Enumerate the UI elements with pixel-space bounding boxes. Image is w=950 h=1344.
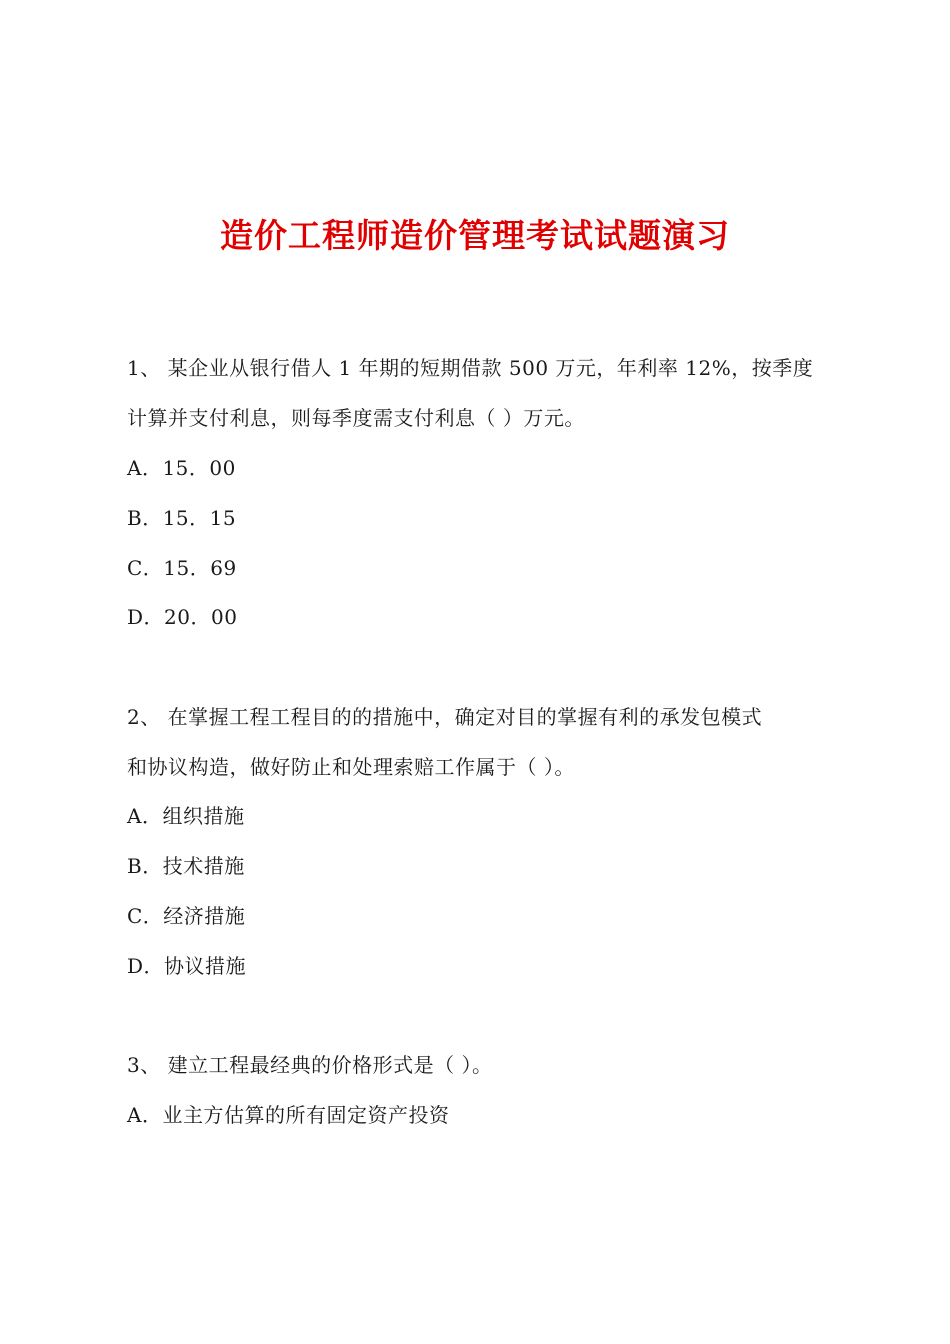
question-1-option-d: D．20．00 — [127, 605, 238, 629]
question-1-stem-line-2: 计算并支付利息，则每季度需支付利息（ ）万元。 — [127, 406, 585, 430]
question-1-option-c: C．15．69 — [127, 556, 237, 580]
question-1-option-a: A．15．00 — [127, 456, 236, 480]
question-2-option-c: C．经济措施 — [127, 904, 246, 928]
question-2-option-a: A．组织措施 — [127, 804, 245, 828]
question-2-stem-line-1: 2、 在掌握工程工程目的的措施中，确定对目的掌握有利的承发包模式 — [127, 705, 763, 729]
question-1-stem-line-1: 1、 某企业从银行借人 1 年期的短期借款 500 万元，年利率 12%，按季度 — [127, 356, 814, 380]
question-2-option-d: D．协议措施 — [127, 954, 247, 978]
question-1-option-b: B．15．15 — [127, 506, 237, 530]
document-title: 造价工程师造价管理考试试题演习 — [220, 216, 730, 255]
question-2-option-b: B．技术措施 — [127, 854, 245, 878]
question-3-stem-line-1: 3、 建立工程最经典的价格形式是（ ）。 — [127, 1053, 493, 1077]
question-3-option-a: A．业主方估算的所有固定资产投资 — [127, 1103, 450, 1127]
question-2-stem-line-2: 和协议构造，做好防止和处理索赔工作属于（ ）。 — [127, 755, 575, 779]
